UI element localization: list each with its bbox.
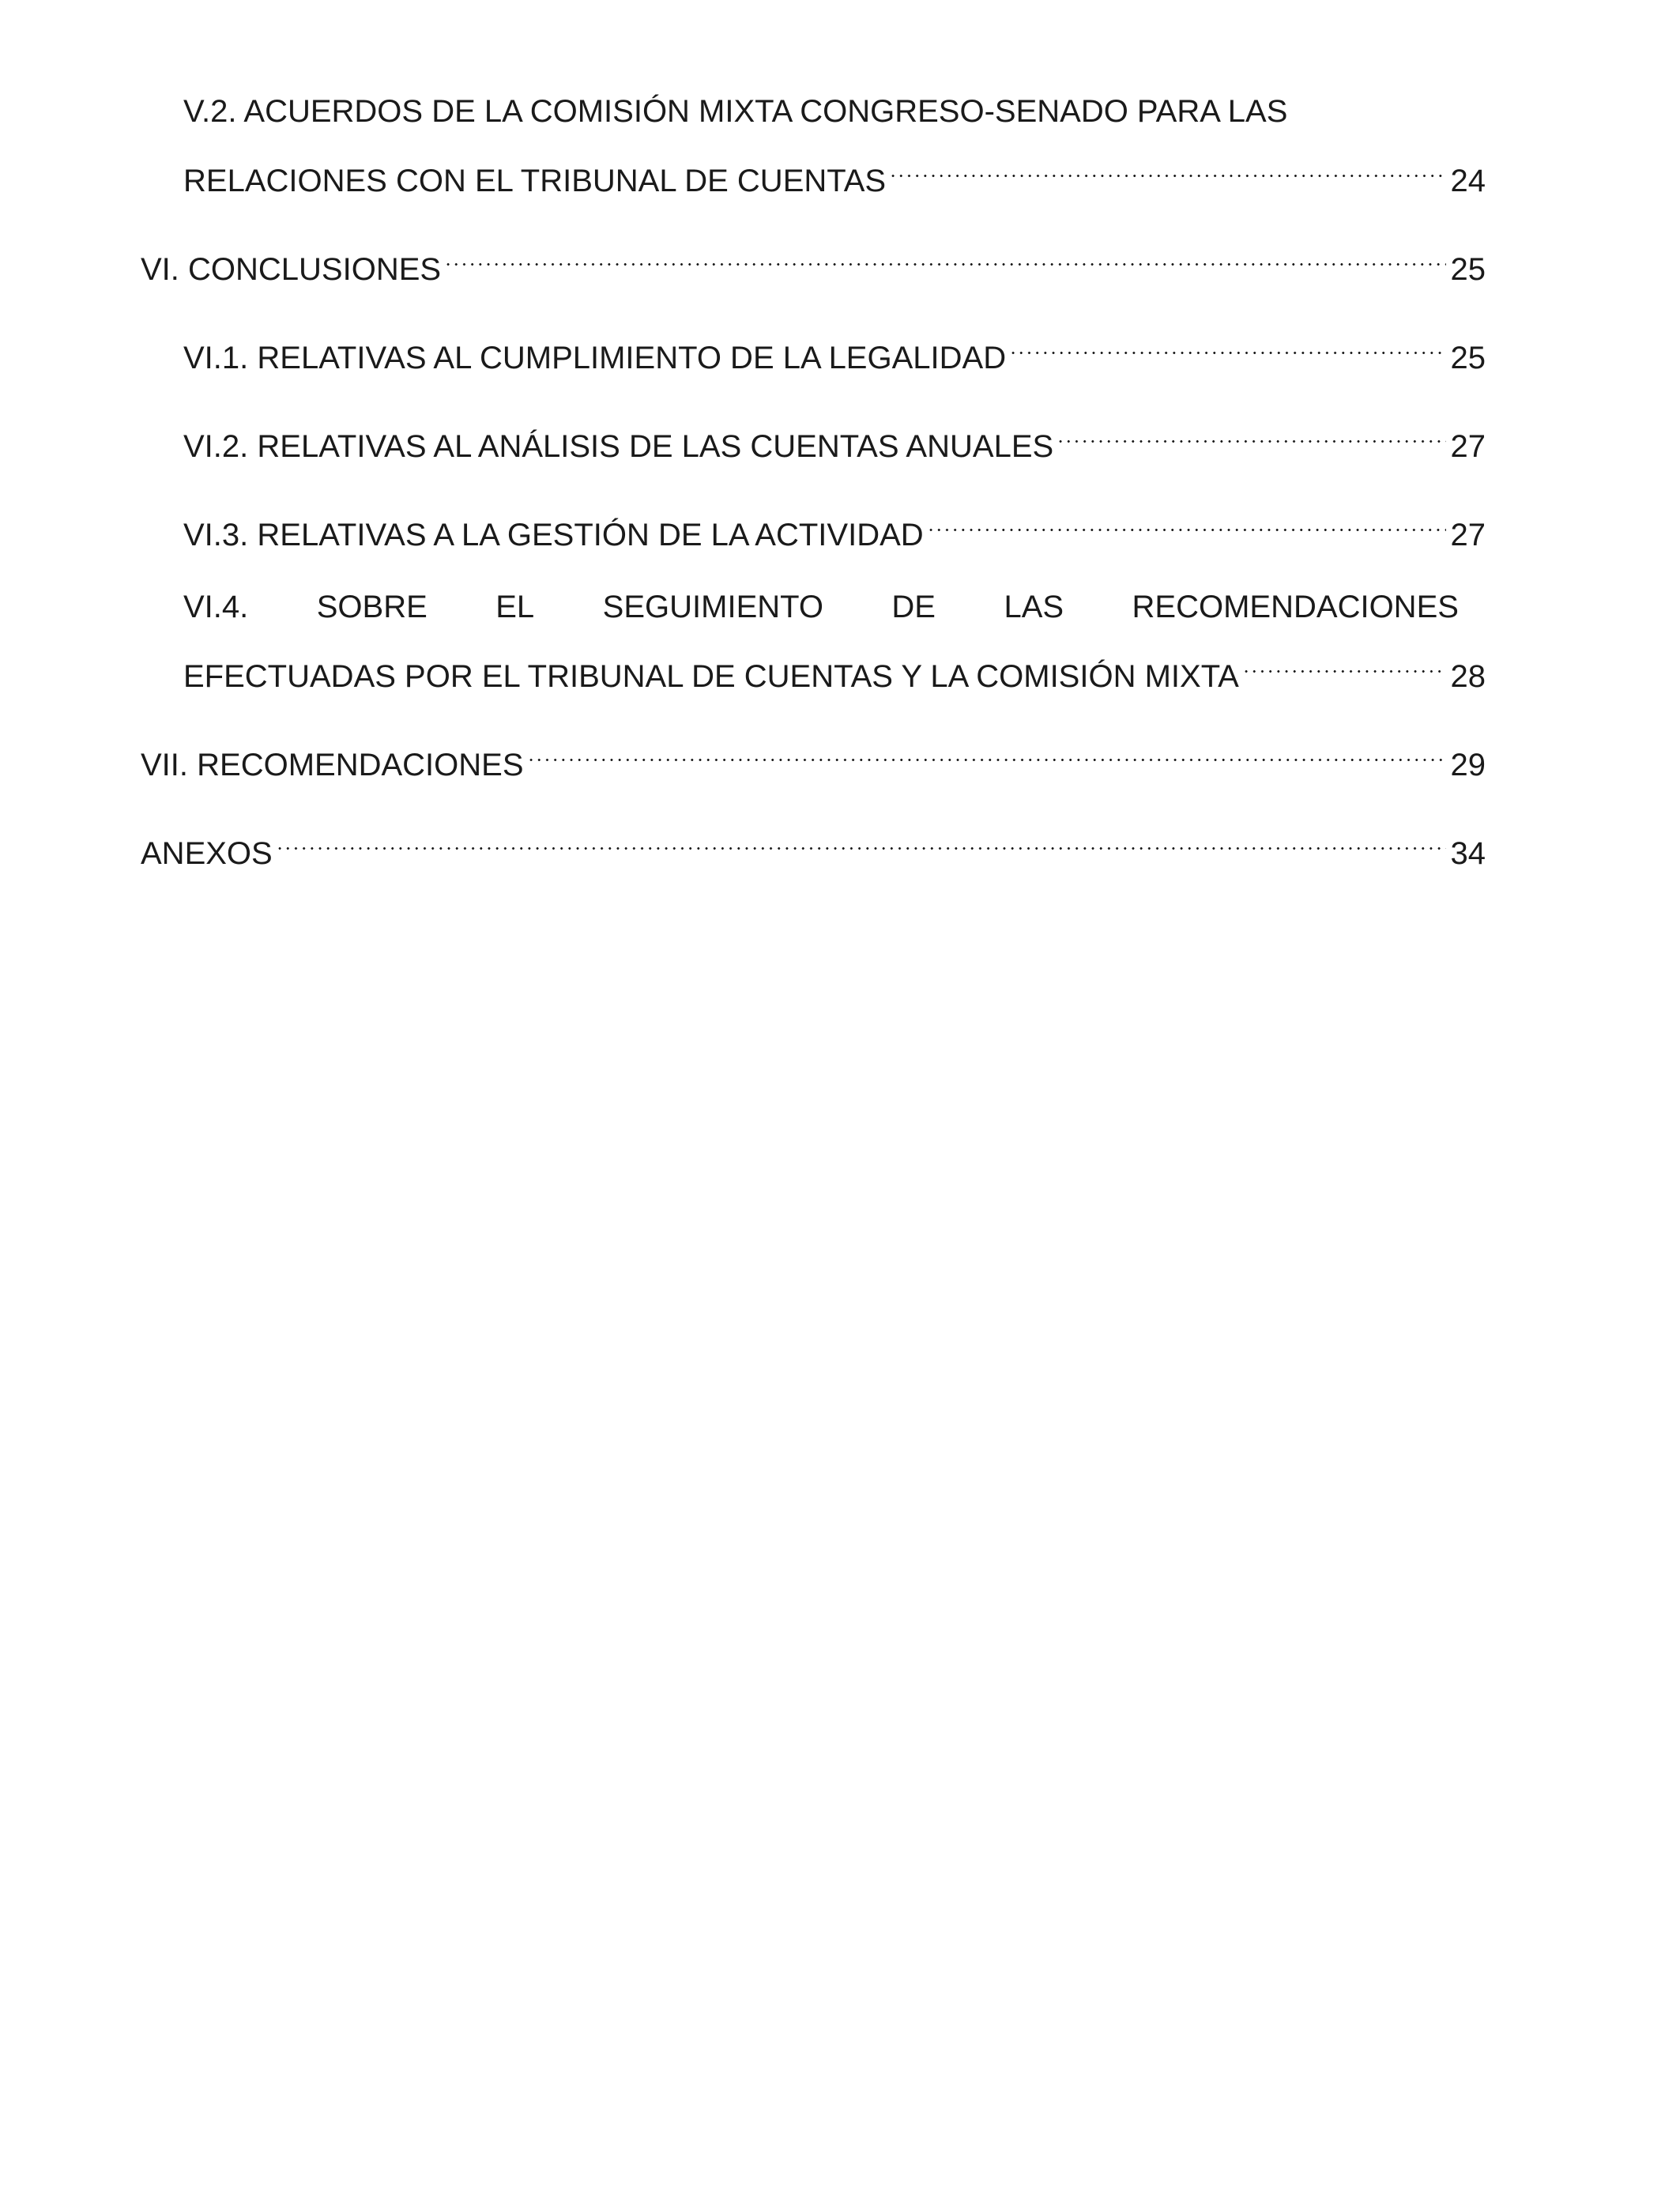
toc-page-number: 25: [1450, 341, 1486, 375]
toc-entry-title: ANEXOS: [141, 836, 273, 871]
dot-leader: [276, 811, 1446, 864]
toc-entry-title: VI.3. RELATIVAS A LA GESTIÓN DE LA ACTIVIDAD: [183, 518, 924, 552]
toc-entry-title: VII. RECOMENDACIONES: [141, 748, 524, 782]
toc-page-number: 27: [1450, 518, 1486, 552]
toc-word: DE: [891, 590, 936, 624]
toc-entry-vi-1[interactable]: [141, 315, 1486, 375]
toc-entry-title: EFECTUADAS POR EL TRIBUNAL DE CUENTAS Y LA COMISIÓN MIXTA: [183, 659, 1239, 694]
toc-entry-vi-2[interactable]: [141, 404, 1486, 464]
toc-word: RECOMENDACIONES: [1132, 590, 1459, 624]
dot-leader: [927, 492, 1446, 545]
toc-page-number: 34: [1450, 836, 1486, 871]
toc-page-number: 29: [1450, 748, 1486, 782]
toc-entry-title-line-1: V.2. ACUERDOS DE LA COMISIÓN MIXTA CONGRESO-SENADO PARA LAS: [183, 94, 1288, 129]
toc-entry-title: RELACIONES CON EL TRIBUNAL DE CUENTAS: [183, 164, 887, 198]
dot-leader: [1057, 404, 1445, 457]
toc-entry-vi[interactable]: [141, 227, 1486, 287]
toc-page-number: 27: [1450, 429, 1486, 464]
toc-entry-title: VI. CONCLUSIONES: [141, 252, 442, 287]
toc-word: SEGUIMIENTO: [602, 590, 823, 624]
dot-leader: [889, 138, 1445, 191]
toc-entry-first-line: [183, 85, 1486, 138]
toc-page-number: 24: [1450, 164, 1486, 198]
toc-entry-vi-3[interactable]: [141, 492, 1486, 552]
table-of-contents: [141, 85, 1486, 899]
toc-entry-last-line: [183, 634, 1486, 694]
toc-word: VI.4.: [183, 590, 249, 624]
toc-entry-title: VI.1. RELATIVAS AL CUMPLIMIENTO DE LA LEGALIDAD: [183, 341, 1007, 375]
toc-entry-v2[interactable]: [141, 85, 1486, 198]
toc-entry-first-line: [183, 581, 1486, 634]
toc-entry-line: [183, 492, 1486, 552]
toc-word: EL: [495, 590, 535, 624]
toc-page-number: 25: [1450, 252, 1486, 287]
dot-leader: [527, 722, 1446, 775]
toc-entry-line: [183, 315, 1486, 375]
toc-entry-line: [141, 227, 1486, 287]
toc-word: LAS: [1004, 590, 1064, 624]
toc-entry-last-line: [183, 138, 1486, 198]
toc-entry-anexos[interactable]: [141, 811, 1486, 871]
toc-entry-vi-4[interactable]: [141, 581, 1486, 694]
toc-entry-vii[interactable]: [141, 722, 1486, 782]
dot-leader: [1009, 315, 1445, 368]
toc-page-number: 28: [1450, 659, 1486, 694]
toc-entry-title: VI.2. RELATIVAS AL ANÁLISIS DE LAS CUENTAS ANUALES: [183, 429, 1054, 464]
dot-leader: [444, 227, 1445, 280]
toc-entry-line: [183, 404, 1486, 464]
toc-entry-line: [141, 811, 1486, 871]
dot-leader: [1242, 634, 1446, 687]
toc-word: SOBRE: [316, 590, 428, 624]
toc-entry-line: [141, 722, 1486, 782]
